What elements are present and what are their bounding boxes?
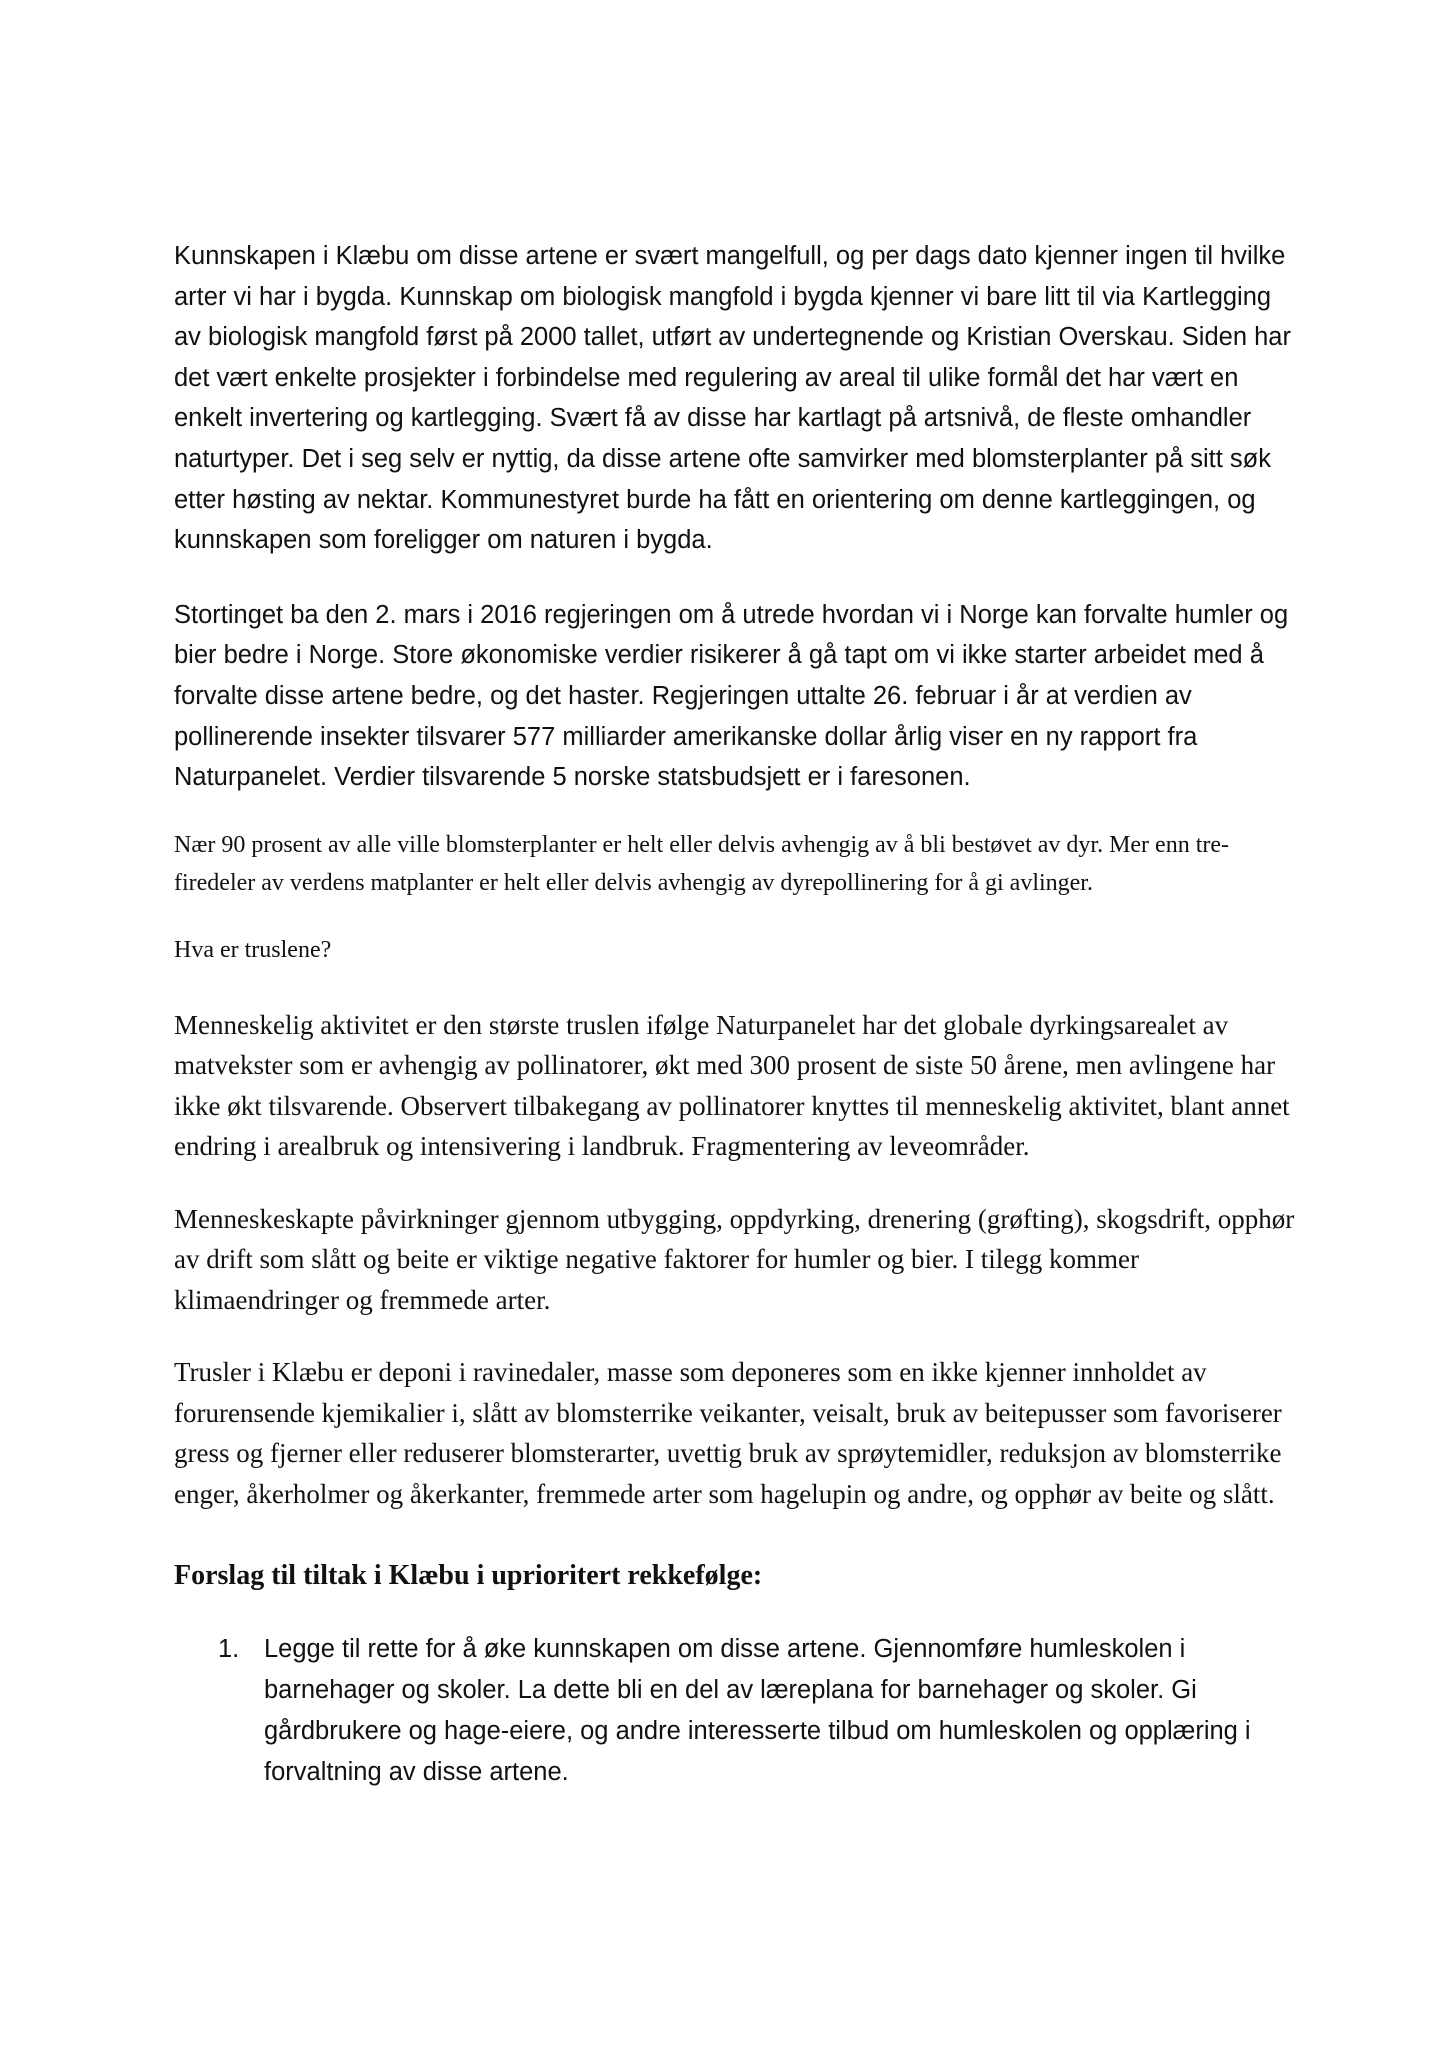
list-item-number: 1. <box>218 1635 240 1664</box>
document-body <box>174 236 1298 1793</box>
paragraph-storting-decision: Stortinget ba den 2. mars i 2016 regjeringen om å utrede hvordan vi i Norge kan forvalte humler og bier bedre i Norge. Store økonomiske verdier risikerer å gå tapt om vi ikke starter arbeidet med å forvalte disse artene bedre, og det haster. Regjeringen uttalte 26. februar i år at verdien av pollinerende insekter tilsvarer 577 milliarder amerikanske dollar årlig viser en ny rapport fra Naturpanelet. Verdier tilsvarende 5 norske statsbudsjett er i faresonen. <box>174 600 1289 792</box>
paragraph-human-activity: Menneskelig aktivitet er den største truslen ifølge Naturpanelet har det globale dyrkingsarealet av matvekster som er avhengig av pollinatorer, økt med 300 prosent de siste 50 årene, men avlingene har ikke økt tilsvarende. Observert tilbakegang av pollinatorer knyttes til menneskelig aktivitet, blant annet endring i arealbruk og intensivering i landbruk. Fragmentering av leveområder. <box>174 1009 1290 1162</box>
subheading-threats: Hva er truslene? <box>174 936 332 963</box>
list-item <box>174 1629 1298 1793</box>
paragraph-pollination-dependency: Nær 90 prosent av alle ville blomsterplanter er helt eller delvis avhengig av å bli bestøvet av dyr. Mer enn tre-firedeler av verdens matplanter er helt eller delvis avhengig av dyrepollinering for å gi avlinger. <box>174 831 1230 897</box>
paragraph-human-impacts: Menneskeskapte påvirkninger gjennom utbygging, oppdyrking, drenering (grøfting), skogsdrift, opphør av drift som slått og beite er viktige negative faktorer for humler og bier. I tilegg kommer klimaendringer og fremmede arter. <box>174 1203 1295 1315</box>
section-heading-proposals: Forslag til tiltak i Klæbu i uprioritert rekkefølge: <box>174 1560 763 1592</box>
paragraph-knowledge-in-klaebu: Kunnskapen i Klæbu om disse artene er svært mangelfull, og per dags dato kjenner ingen til hvilke arter vi har i bygda. Kunnskap om biologisk mangfold i bygda kjenner vi bare litt til via Kartlegging av biologisk mangfold først på 2000 tallet, utført av undertegnende og Kristian Overskau. Siden har det vært enkelte prosjekter i forbindelse med regulering av areal til ulike formål det har vært en enkelt invertering og kartlegging. Svært få av disse har kartlagt på artsnivå, de fleste omhandler naturtyper. Det i seg selv er nyttig, da disse artene ofte samvirker med blomsterplanter på sitt søk etter høsting av nektar. Kommunestyret burde ha fått en orientering om denne kartleggingen, og kunnskapen som foreligger om naturen i bygda. <box>174 242 1291 555</box>
paragraph-threats-in-klaebu: Trusler i Klæbu er deponi i ravinedaler, masse som deponeres som en ikke kjenner innholdet av forurensende kjemikalier i, slått av blomsterrike veikanter, veisalt, bruk av beitepusser som favoriserer gress og fjerner eller reduserer blomsterarter, uvettig bruk av sprøytemidler, reduksjon av blomsterrike enger, åkerholmer og åkerkanter, fremmede arter som hagelupin og andre, og opphør av beite og slått. <box>174 1357 1282 1509</box>
proposal-list <box>174 1629 1298 1793</box>
list-item-text: Legge til rette for å øke kunnskapen om disse artene. Gjennomføre humleskolen i barnehager og skoler. La dette bli en del av læreplana for barnehager og skoler. Gi gårdbrukere og hage-eiere, og andre interesserte tilbud om humleskolen og opplæring i forvaltning av disse artene. <box>264 1635 1251 1787</box>
